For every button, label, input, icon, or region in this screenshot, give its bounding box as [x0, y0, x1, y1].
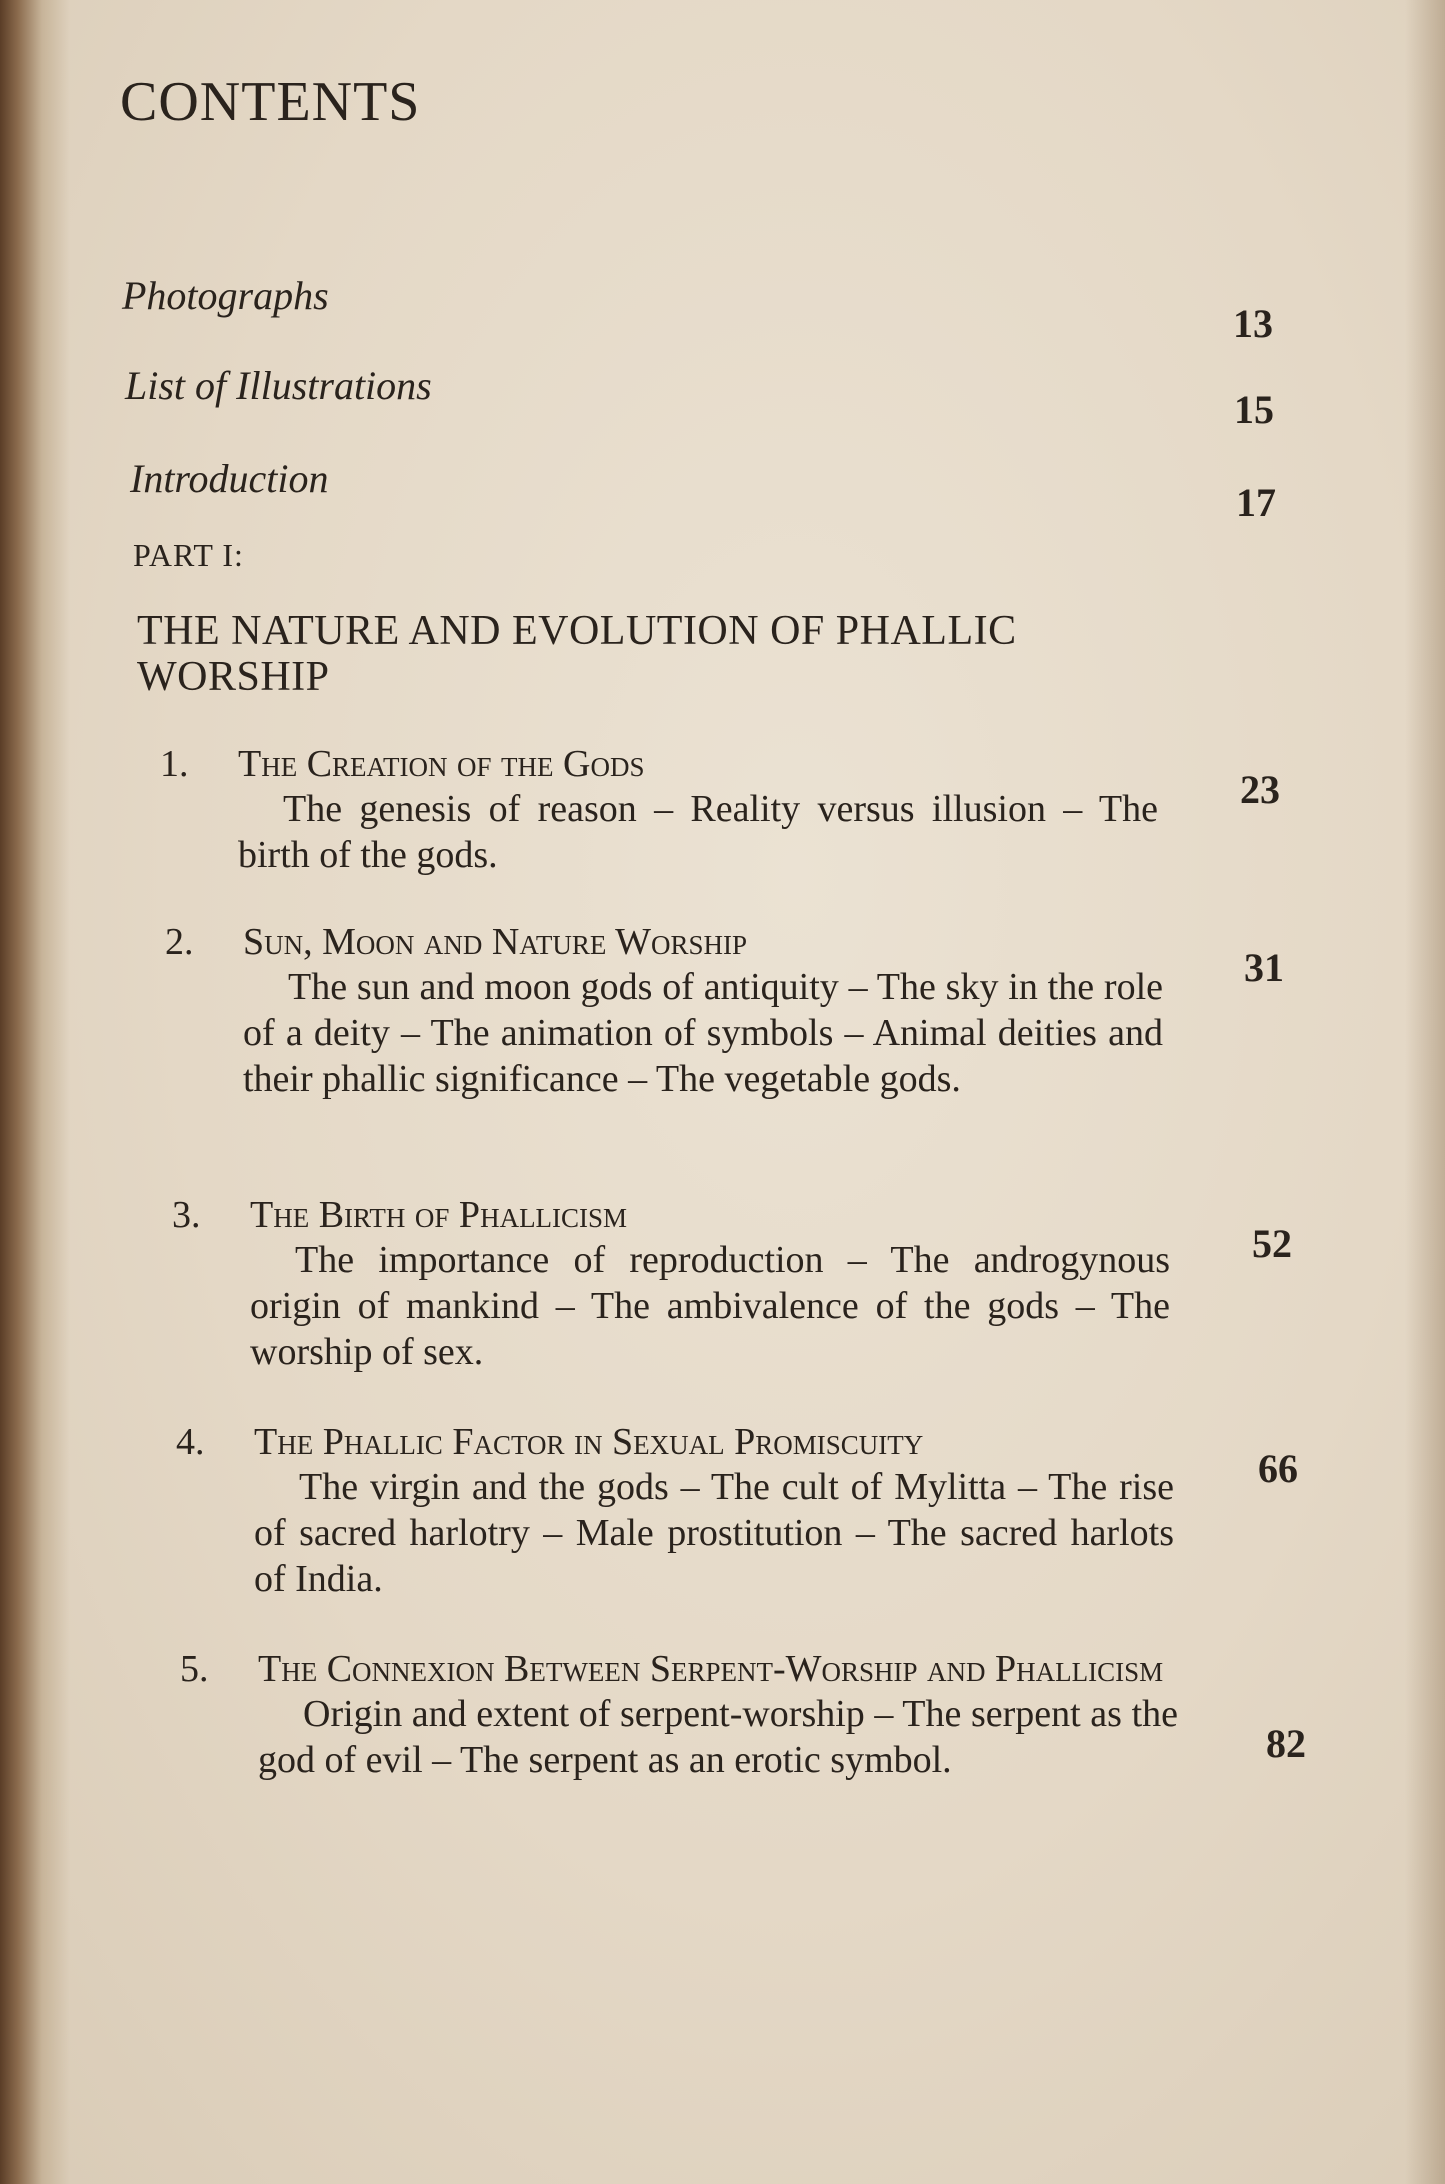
- chapter-entry: [165, 920, 1185, 1102]
- chapter-number: 3.: [172, 1194, 201, 1236]
- chapter-title: The Creation of the Gods: [238, 743, 645, 785]
- front-page-number: 15: [1234, 387, 1274, 432]
- contents-heading: CONTENTS: [120, 71, 421, 133]
- part-label: PART I:: [133, 537, 244, 573]
- chapter-page-number: 52: [1252, 1221, 1292, 1266]
- chapter-description: The genesis of reason – Reality versus illusion – The birth of the gods.: [238, 788, 1158, 876]
- chapter-number: 4.: [176, 1421, 205, 1463]
- chapter-number: 1.: [160, 743, 189, 785]
- chapter-heading: [160, 742, 1180, 786]
- front-entry-introduction: Introduction: [130, 456, 329, 501]
- front-page-number: 13: [1233, 301, 1273, 346]
- chapter-entry: [160, 742, 1180, 878]
- chapter-page-number: 66: [1258, 1446, 1298, 1491]
- front-entry-illustrations: List of Illustrations: [125, 363, 432, 408]
- chapter-entry: [176, 1420, 1196, 1602]
- chapter-title: The Connexion Between Serpent-Worship and Phallicism: [258, 1648, 1164, 1690]
- chapter-description: Origin and extent of serpent-worship – The serpent as the god of evil – The serpent as an erotic symbol.: [258, 1693, 1178, 1781]
- chapter-heading: [165, 920, 1185, 964]
- book-spine-shadow: [0, 0, 70, 2184]
- chapter-title: Sun, Moon and Nature Worship: [243, 921, 748, 963]
- chapter-entry: [180, 1647, 1200, 1783]
- chapter-entry: [172, 1193, 1192, 1375]
- chapter-description: The importance of reproduction – The androgynous origin of mankind – The ambivalence of the gods – The worship of sex.: [250, 1239, 1170, 1373]
- chapter-page-number: 23: [1240, 767, 1280, 812]
- chapter-title: The Birth of Phallicism: [250, 1194, 628, 1236]
- chapter-page-number: 82: [1266, 1721, 1306, 1766]
- part-title: THE NATURE AND EVOLUTION OF PHALLIC WORSHIP: [137, 608, 1017, 700]
- chapter-heading: [180, 1647, 1200, 1691]
- chapter-description: The sun and moon gods of antiquity – The sky in the role of a deity – The animation of symbols – Animal deities and their phallic significance – The vegetable gods.: [243, 966, 1163, 1100]
- chapter-heading: [176, 1420, 1196, 1464]
- chapter-number: 5.: [180, 1648, 209, 1690]
- chapter-title: The Phallic Factor in Sexual Promiscuity: [254, 1421, 924, 1463]
- chapter-number: 2.: [165, 921, 194, 963]
- front-entry-photographs: Photographs: [122, 273, 329, 318]
- page-edge-shadow: [1405, 0, 1445, 2184]
- chapter-page-number: 31: [1244, 945, 1284, 990]
- chapter-heading: [172, 1193, 1192, 1237]
- chapter-description: The virgin and the gods – The cult of Mylitta – The rise of sacred harlotry – Male prostitution – The sacred harlots of India.: [254, 1466, 1174, 1600]
- front-page-number: 17: [1236, 480, 1276, 525]
